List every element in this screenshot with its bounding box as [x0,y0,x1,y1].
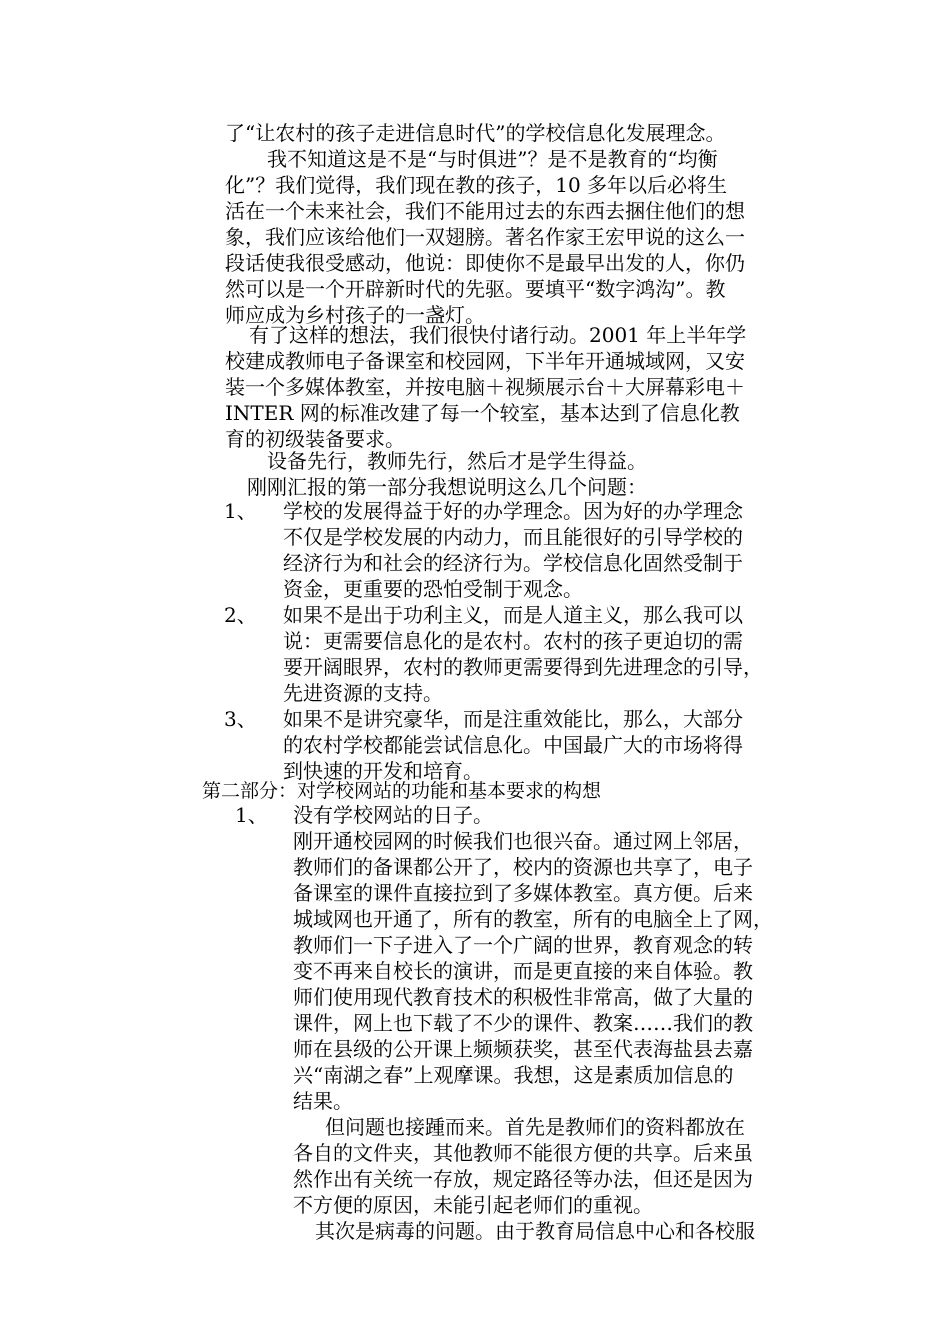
text-line: 刚开通校园网的时候我们也很兴奋。通过网上邻居， [293,829,753,853]
list-item-line: 的农村学校都能尝试信息化。中国最广大的市场将得 [283,733,743,757]
list-item-line: 先进资源的支持。 [283,681,443,705]
list-item-line: 不仅是学校发展的内动力，而且能很好的引导学校的 [283,525,743,549]
text-line: 了“让农村的孩子走进信息时代”的学校信息化发展理念。 [225,121,726,145]
text-line: 变不再来自校长的演讲，而是更直接的来自体验。教 [293,959,753,983]
text-line: 不方便的原因，未能引起老师们的重视。 [293,1193,653,1217]
text-line: 育的初级装备要求。 [225,427,405,451]
text-line: 装一个多媒体教室，并按电脑＋视频展示台＋大屏幕彩电＋ [225,375,745,399]
text-line: 象，我们应该给他们一双翅膀。著名作家王宏甲说的这么一 [225,225,745,249]
section-heading: 第二部分：对学校网站的功能和基本要求的构想 [202,780,602,802]
text-line: 备课室的课件直接拉到了多媒体教室。真方便。后来 [293,881,753,905]
text-line: INTER 网的标准改建了每一个较室，基本达到了信息化教 [225,401,740,425]
text-line: 兴“南湖之春”上观摩课。我想，这是素质加信息的 [293,1063,734,1087]
list-item-line: 学校的发展得益于好的办学理念。因为好的办学理念 [283,499,743,523]
text-line: 我不知道这是不是“与时俱进”？是不是教育的“均衡 [267,147,718,171]
list-number: 1、 [224,499,257,523]
list-item-line: 说：更需要信息化的是农村。农村的孩子更迫切的需 [283,629,743,653]
text-line: 有了这样的想法，我们很快付诸行动。2001 年上半年学 [249,323,747,347]
list-item-line: 到快速的开发和培育。 [283,759,483,783]
list-item-line: 经济行为和社会的经济行为。学校信息化固然受制于 [283,551,743,575]
list-item-line: 要开阔眼界，农村的教师更需要得到先进理念的引导， [283,655,763,679]
list-number: 2、 [224,603,257,627]
subsection-title: 没有学校网站的日子。 [293,803,493,827]
text-line: 然可以是一个开辟新时代的先驱。要填平“数字鸿沟”。教 [225,277,726,301]
text-line: 然作出有关统一存放，规定路径等办法，但还是因为 [293,1167,753,1191]
text-line: 师们使用现代教育技术的积极性非常高，做了大量的 [293,985,753,1009]
text-line: 城域网也开通了，所有的教室，所有的电脑全上了网， [293,907,773,931]
text-line: 刚刚汇报的第一部分我想说明这么几个问题： [247,475,647,499]
text-line: 设备先行，教师先行，然后才是学生得益。 [267,449,647,473]
text-line: 教师们的备课都公开了，校内的资源也共享了，电子 [293,855,753,879]
text-line: 化”？我们觉得，我们现在教的孩子，10 多年以后必将生 [225,173,728,197]
text-line: 教师们一下子进入了一个广阔的世界，教育观念的转 [293,933,753,957]
list-number: 3、 [224,707,257,731]
text-line: 其次是病毒的问题。由于教育局信息中心和各校服 [315,1219,755,1243]
text-line: 师应成为乡村孩子的一盏灯。 [225,303,485,327]
list-item-line: 如果不是出于功利主义，而是人道主义，那么我可以 [283,603,743,627]
subsection-number: 1、 [235,803,268,827]
text-line: 师在县级的公开课上频频获奖，甚至代表海盐县去嘉 [293,1037,753,1061]
list-item-line: 资金，更重要的恐怕受制于观念。 [283,577,583,601]
list-item-line: 如果不是讲究豪华，而是注重效能比，那么，大部分 [283,707,743,731]
text-line: 活在一个未来社会，我们不能用过去的东西去捆住他们的想 [225,199,745,223]
text-line: 段话使我很受感动，他说：即使你不是最早出发的人，你仍 [225,251,745,275]
text-line: 结果。 [293,1089,353,1113]
text-line: 校建成教师电子备课室和校园网，下半年开通城域网，又安 [225,349,745,373]
text-line: 但问题也接踵而来。首先是教师们的资料都放在 [325,1115,745,1139]
text-line: 课件，网上也下载了不少的课件、教案……我们的教 [293,1011,753,1035]
text-line: 各自的文件夹，其他教师不能很方便的共享。后来虽 [293,1141,753,1165]
